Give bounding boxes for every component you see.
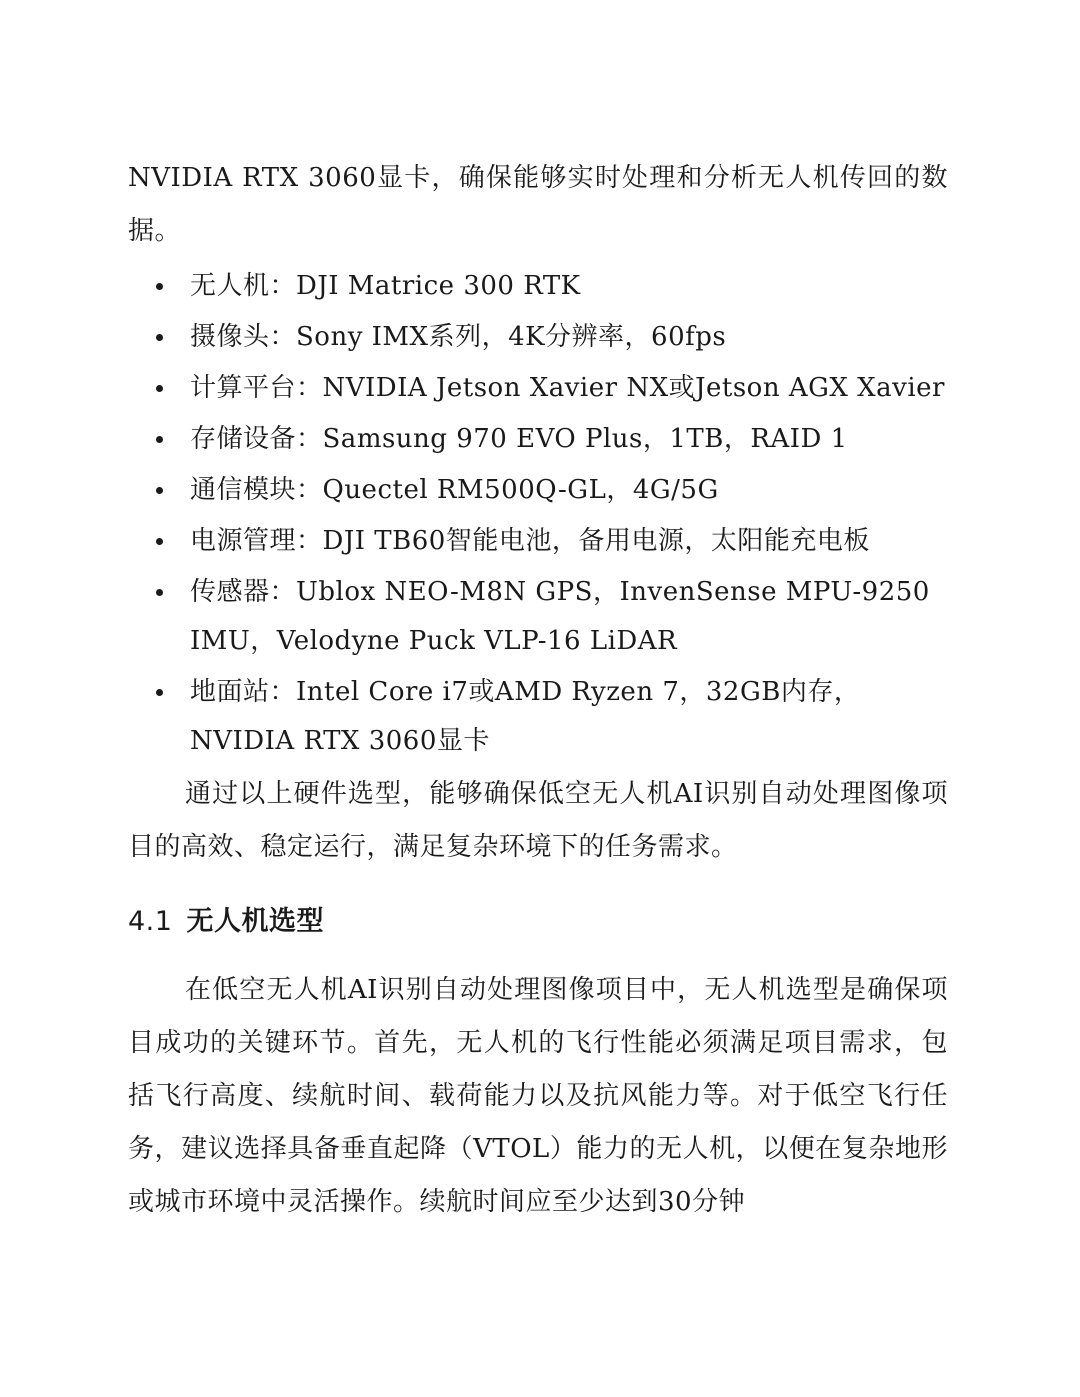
section-paragraph: 在低空无人机AI识别自动处理图像项目中，无人机选型是确保项目成功的关键环节。首先，无人机的飞行性能必须满足项目需求，包括飞行高度、续航时间、载荷能力以及抗风能力等。对于低空飞行任务，建议选择具备垂直起降（VTOL）能力的无人机，以便在复杂地形或城市环境中灵活操作。续航时间应至少达到30分钟 <box>128 975 948 1217</box>
bullet-icon <box>156 589 163 596</box>
list-item-text: 存储设备：Samsung 970 EVO Plus，1TB，RAID 1 <box>190 424 848 454</box>
list-item <box>128 262 948 311</box>
list-item <box>128 364 948 413</box>
list-item-text: 计算平台：NVIDIA Jetson Xavier NX或Jetson AGX Xavier <box>190 373 945 403</box>
list-item <box>128 517 948 566</box>
bullet-icon <box>156 689 163 696</box>
list-item <box>128 668 948 766</box>
list-item-text: 摄像头：Sony IMX系列，4K分辨率，60fps <box>190 322 727 352</box>
document-body <box>128 152 948 1229</box>
bullet-icon <box>156 334 163 341</box>
list-item-text: 无人机：DJI Matrice 300 RTK <box>190 271 581 301</box>
continued-paragraph: NVIDIA RTX 3060显卡，确保能够实时处理和分析无人机传回的数据。 <box>128 163 948 246</box>
list-item-text: 电源管理：DJI TB60智能电池，备用电源，太阳能充电板 <box>190 526 870 556</box>
list-item <box>128 466 948 515</box>
bullet-icon <box>156 283 163 290</box>
bullet-icon <box>156 487 163 494</box>
summary-paragraph: 通过以上硬件选型，能够确保低空无人机AI识别自动处理图像项目的高效、稳定运行，满足复杂环境下的任务需求。 <box>128 779 948 862</box>
list-item <box>128 568 948 666</box>
bullet-icon <box>156 385 163 392</box>
list-item-text: 地面站：Intel Core i7或AMD Ryzen 7，32GB内存，NVIDIA RTX 3060显卡 <box>190 677 861 756</box>
list-item <box>128 415 948 464</box>
list-item-text: 传感器：Ublox NEO-M8N GPS，InvenSense MPU-9250 IMU，Velodyne Puck VLP-16 LiDAR <box>190 577 930 656</box>
section-heading <box>128 902 948 942</box>
hardware-list <box>128 262 948 766</box>
list-item <box>128 313 948 362</box>
bullet-icon <box>156 538 163 545</box>
list-item-text: 通信模块：Quectel RM500Q-GL，4G/5G <box>190 475 719 505</box>
bullet-icon <box>156 436 163 443</box>
section-number: 4.1 <box>128 906 173 937</box>
section-title: 无人机选型 <box>186 906 324 937</box>
